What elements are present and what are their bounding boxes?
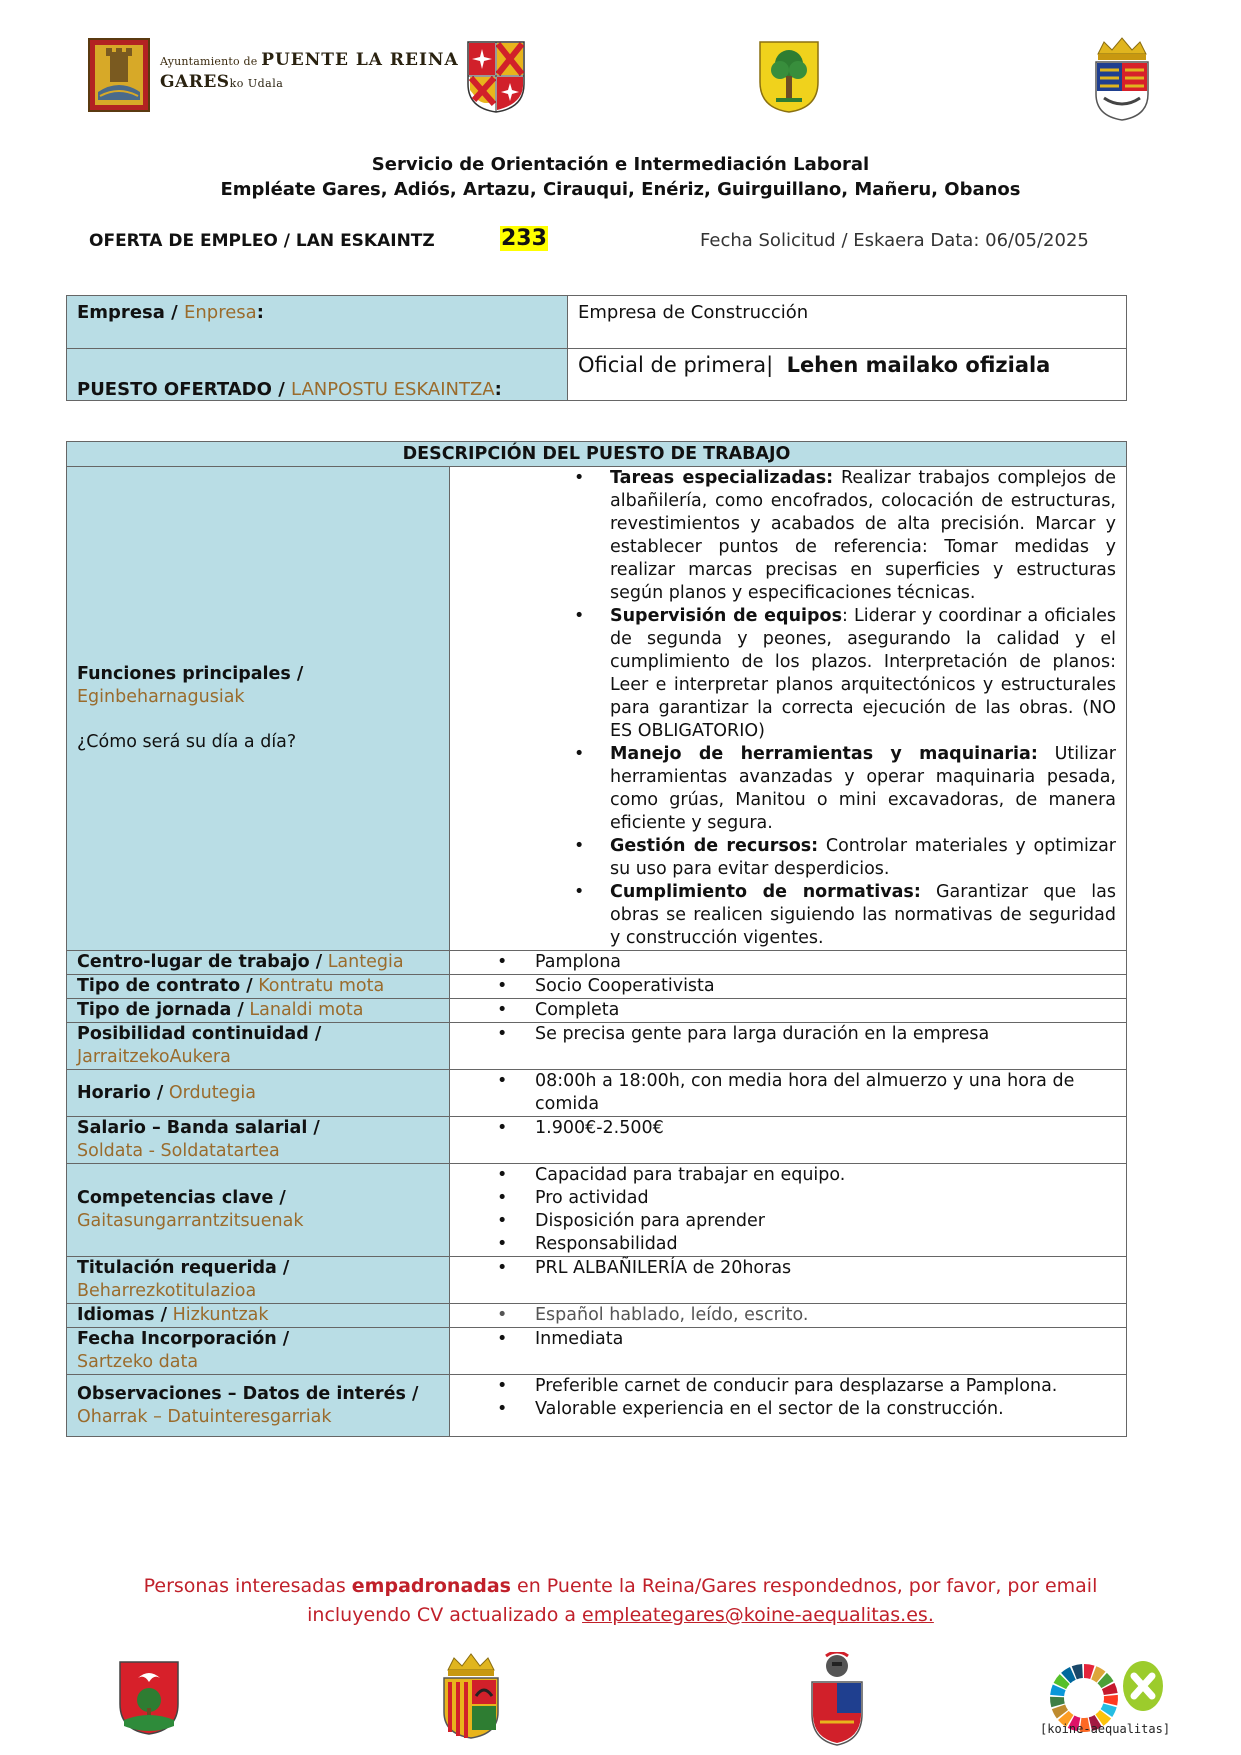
detail-row: [67, 1164, 1127, 1257]
value-item: • Pamplona: [535, 951, 1116, 974]
detail-label: Idiomas / Hizkuntzak: [67, 1304, 450, 1328]
value-item: • Responsabilidad: [535, 1233, 1116, 1256]
email-link[interactable]: empleategares@koine-aequalitas.es.: [582, 1604, 934, 1626]
service-title: Servicio de Orientación e Intermediación Laboral: [371, 154, 870, 175]
koine-x-icon: [1122, 1660, 1164, 1712]
offer-number: 233: [501, 226, 547, 251]
red-shield-icon: [118, 1660, 180, 1736]
company-table: [66, 295, 1127, 401]
detail-row: [67, 1328, 1127, 1375]
function-item: • Supervisión de equipos: Liderar y coordinar a oficiales de segunda y peones, asegurando la calidad y el cumplimiento de los plazos. Interpretación de planos: Leer e interpretar planos arquitectónicos y estructurales para garantizar la correcta ejecución de las obras. (NO ES OBLIGATORIO): [610, 605, 1116, 743]
detail-label: Horario / Ordutegia: [67, 1070, 450, 1117]
detail-label: Titulación requerida / Beharrezkotitulazioa: [67, 1257, 450, 1304]
detail-label: Observaciones – Datos de interés / Oharrak – Datuinteresgarriak: [67, 1375, 450, 1437]
detail-value: [450, 1375, 1127, 1437]
detail-label: Tipo de jornada / Lanaldi mota: [67, 999, 450, 1023]
detail-value: [450, 1070, 1127, 1117]
detail-label: Posibilidad continuidad / JarraitzekoAukera: [67, 1023, 450, 1070]
value-item: • 08:00h a 18:00h, con media hora del almuerzo y una hora de comida: [535, 1070, 1116, 1116]
detail-label: Centro-lugar de trabajo / Lantegia: [67, 951, 450, 975]
value-item: • Español hablado, leído, escrito.: [535, 1304, 1116, 1327]
value-item: • PRL ALBAÑILERÍA de 20horas: [535, 1257, 1116, 1280]
detail-label: Competencias clave / Gaitasungarrantzitsuenak: [67, 1164, 450, 1257]
tree-shield-icon: [758, 40, 820, 114]
funciones-value: [450, 467, 1127, 951]
value-item: • Pro actividad: [535, 1187, 1116, 1210]
function-item: • Cumplimiento de normativas: Garantizar que las obras se realicen siguiendo las normativas de seguridad y construcción vigentes.: [610, 881, 1116, 950]
job-description-table: [66, 441, 1127, 1437]
detail-value: [450, 975, 1127, 999]
detail-label: Salario – Banda salarial / Soldata - Soldatatartea: [67, 1117, 450, 1164]
value-item: • Valorable experiencia en el sector de la construcción.: [535, 1398, 1116, 1421]
value-item: • Inmediata: [535, 1328, 1116, 1351]
funciones-label: Funciones principales / Eginbeharnagusiak ¿Cómo será su día a día?: [67, 467, 450, 951]
value-item: • Socio Cooperativista: [535, 975, 1116, 998]
offer-label: OFERTA DE EMPLEO / LAN ESKAINTZ: [89, 231, 435, 251]
detail-row: [67, 1070, 1127, 1117]
empresa-value: Empresa de Construcción: [568, 296, 1127, 349]
function-item: • Tareas especializadas: Realizar trabajos complejos de albañilería, como encofrados, colocación de estructuras, revestimientos y acabados de alta precisión. Marcar y establecer puntos de referencia: Tomar medidas y realizar marcas precisas en superficies y estructuras según planos y especificaciones técnicas.: [610, 467, 1116, 605]
offer-date: Fecha Solicitud / Eskaera Data: 06/05/2025: [700, 230, 1089, 251]
value-item: • Preferible carnet de conducir para desplazarse a Pamplona.: [535, 1375, 1116, 1398]
footer-line-2: incluyendo CV actualizado a empleategares@koine-aequalitas.es.: [307, 1604, 934, 1626]
detail-row: [67, 1023, 1127, 1070]
puesto-label: PUESTO OFERTADO / LANPOSTU ESKAINTZA:: [67, 349, 568, 401]
crowned-shield-icon: [1090, 36, 1154, 122]
value-item: • 1.900€-2.500€: [535, 1117, 1116, 1140]
ayuntamiento-wordmark: Ayuntamiento de PUENTE LA REINA GARESko Udala: [160, 50, 459, 92]
detail-row: [67, 1117, 1127, 1164]
value-item: • Capacidad para trabajar en equipo.: [535, 1164, 1116, 1187]
program-subtitle: Empléate Gares, Adiós, Artazu, Cirauqui, Enériz, Guirguillano, Mañeru, Obanos: [220, 179, 1021, 200]
cross-shield-icon: [466, 40, 526, 114]
detail-row: [67, 951, 1127, 975]
value-item: • Se precisa gente para larga duración en la empresa: [535, 1023, 1116, 1046]
description-heading: DESCRIPCIÓN DEL PUESTO DE TRABAJO: [67, 442, 1127, 467]
footer-line-1: Personas interesadas empadronadas en Puente la Reina/Gares respondednos, por favor, por email: [143, 1575, 1098, 1597]
detail-row: [67, 1375, 1127, 1437]
detail-value: [450, 1117, 1127, 1164]
sdg-wheel-segment: [1104, 1695, 1118, 1706]
detail-row: [67, 975, 1127, 999]
value-item: • Completa: [535, 999, 1116, 1022]
detail-value: [450, 1023, 1127, 1070]
detail-value: [450, 1304, 1127, 1328]
detail-value: [450, 1257, 1127, 1304]
detail-label: Tipo de contrato / Kontratu mota: [67, 975, 450, 999]
empresa-label: Empresa / Enpresa:: [67, 296, 568, 349]
detail-row: [67, 999, 1127, 1023]
detail-value: [450, 1164, 1127, 1257]
koine-wordmark: [koine-aequalitas]: [1040, 1722, 1171, 1736]
function-item: • Gestión de recursos: Controlar materiales y optimizar su uso para evitar desperdicios.: [610, 835, 1116, 881]
ayuntamiento-coat-of-arms-icon: [88, 38, 150, 112]
detail-row: [67, 1257, 1127, 1304]
value-item: • Disposición para aprender: [535, 1210, 1116, 1233]
knight-shield-icon: [808, 1652, 866, 1747]
detail-row: [67, 1304, 1127, 1328]
detail-value: [450, 951, 1127, 975]
detail-value: [450, 999, 1127, 1023]
crowned-striped-shield-icon: [438, 1652, 504, 1740]
detail-label: Fecha Incorporación / Sartzeko data: [67, 1328, 450, 1375]
puesto-value: Oficial de primera| Lehen mailako ofiziala: [568, 349, 1127, 401]
detail-value: [450, 1328, 1127, 1375]
function-item: • Manejo de herramientas y maquinaria: Utilizar herramientas avanzadas y operar maquinaria pesada, como grúas, Manitou o mini excavadoras, de manera eficiente y segura.: [610, 743, 1116, 835]
